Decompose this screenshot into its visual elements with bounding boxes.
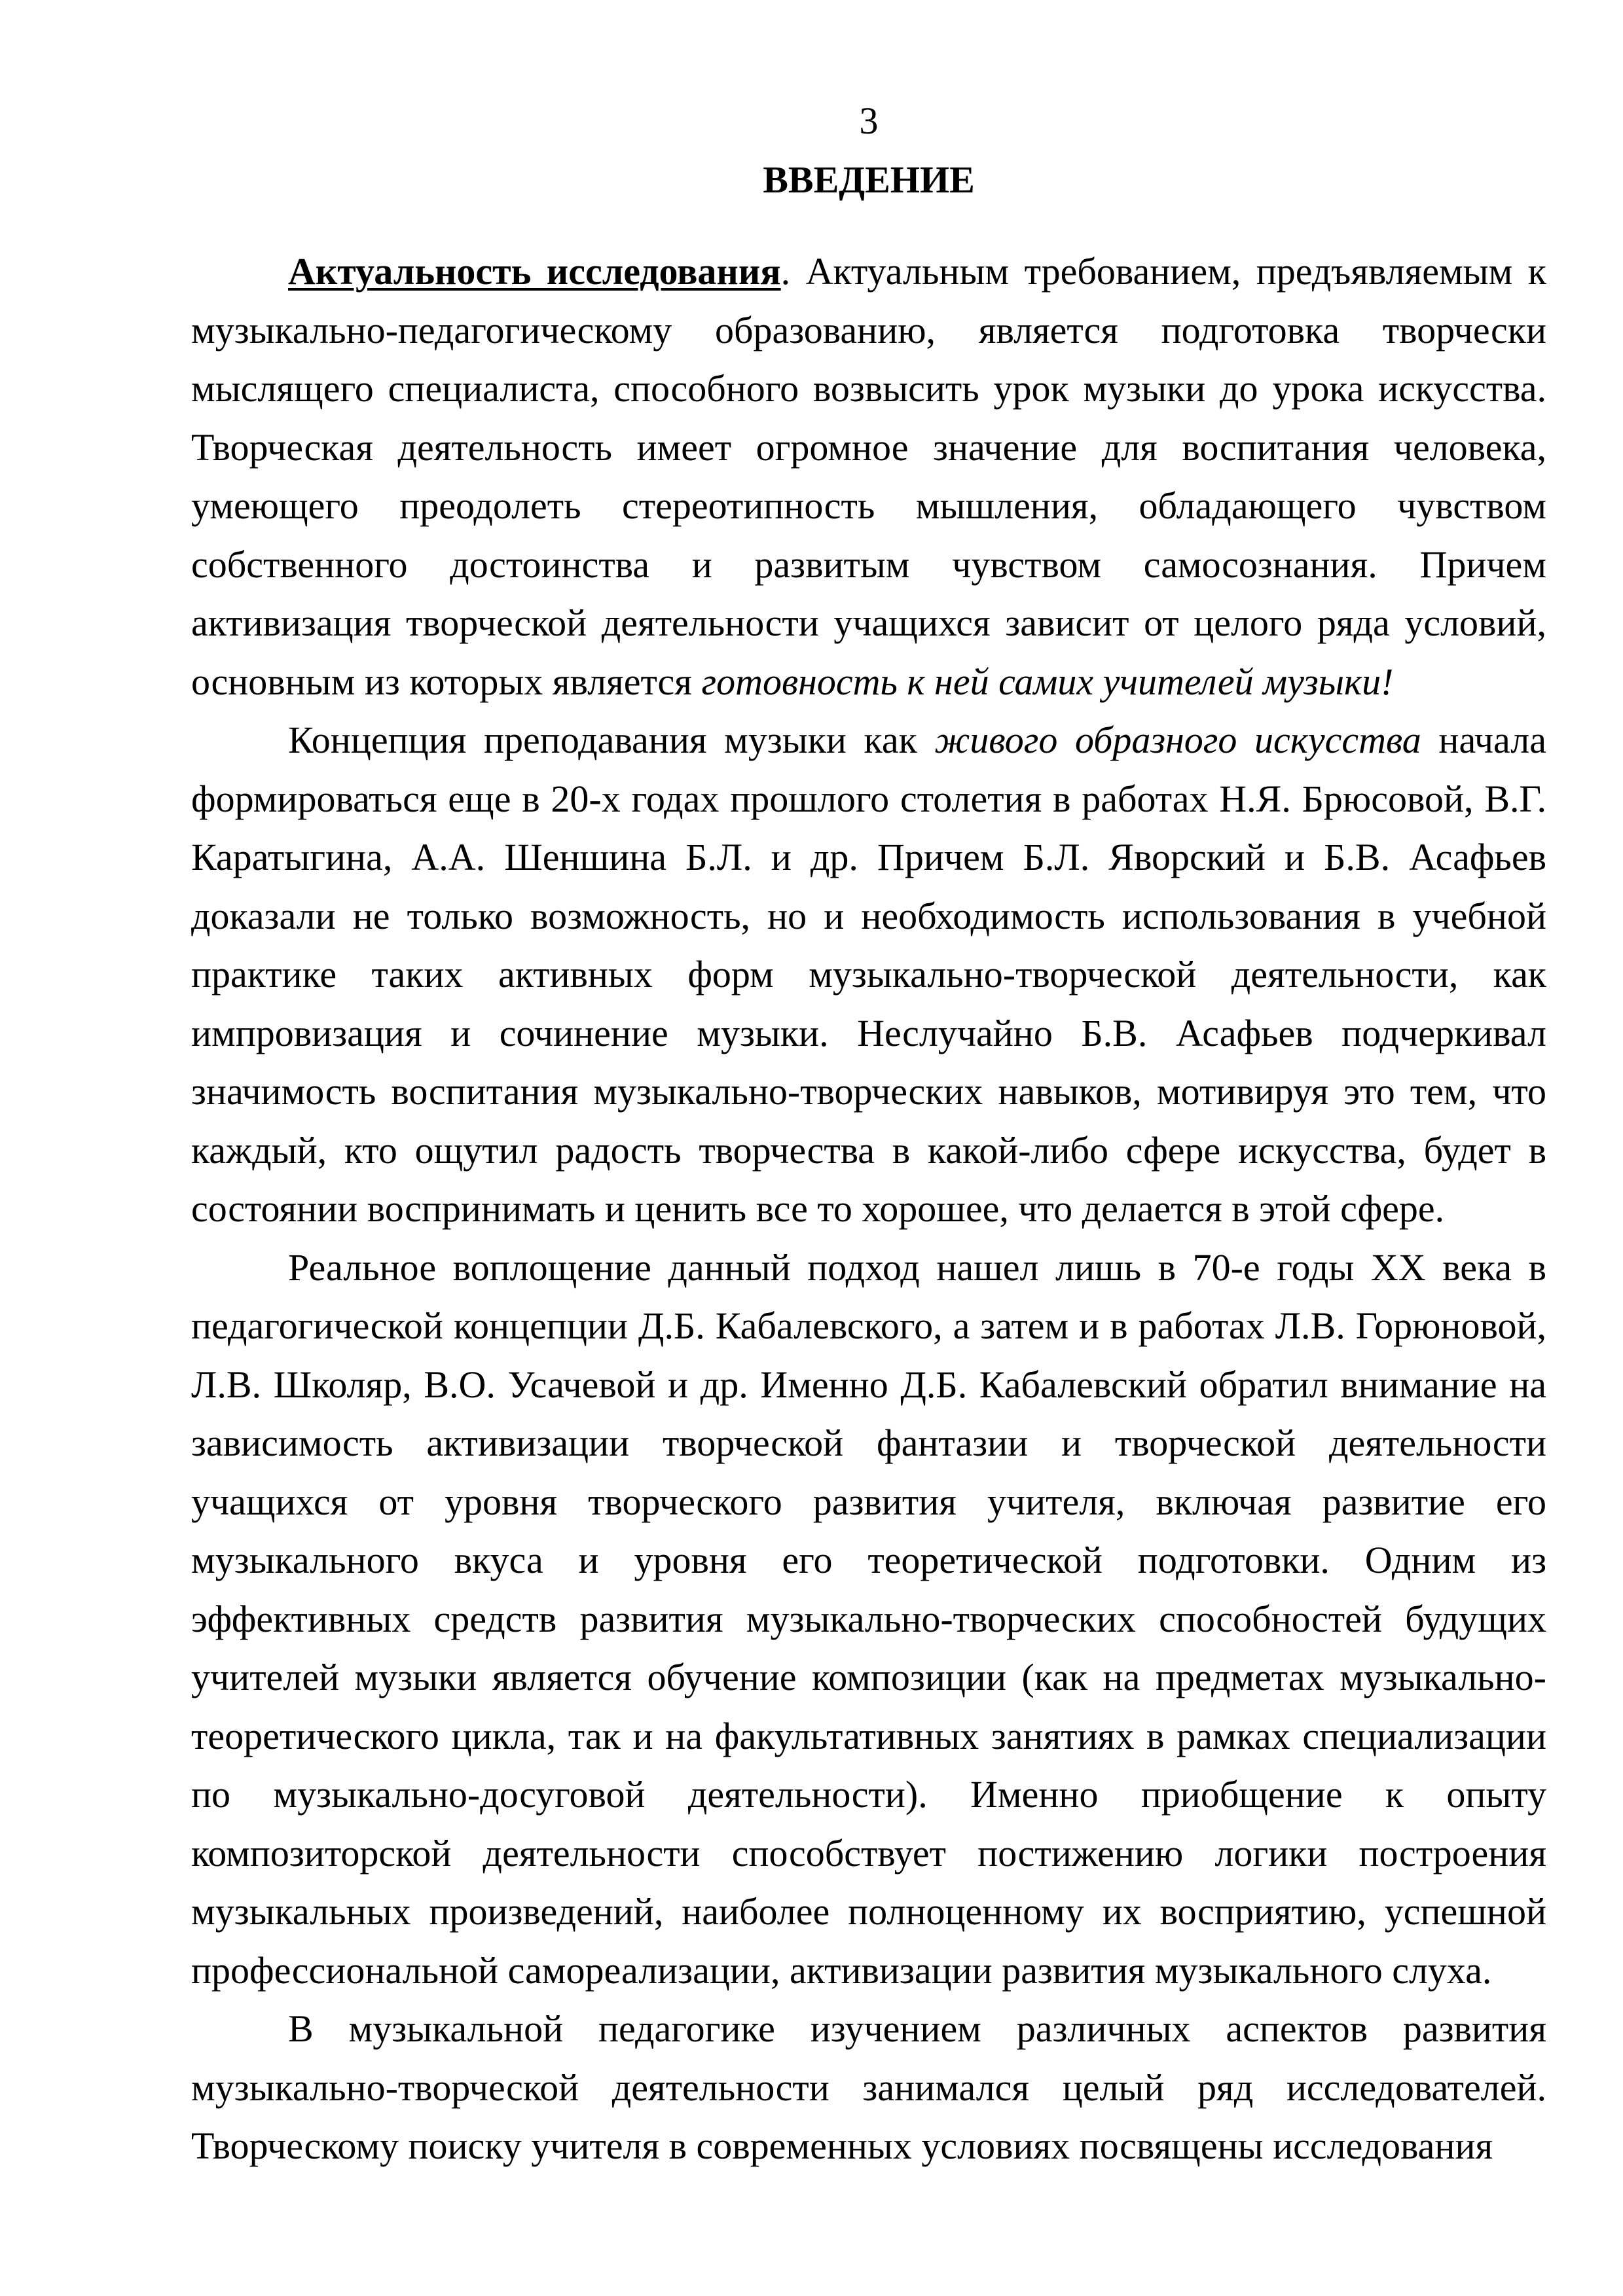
- relevance-text: . Актуальным требованием, предъявляемым к музыкально-педагогическому образованию, является подготовка творчески мыслящего специалиста, способного возвысить урок музыки до урока искусства. Творческая деятельность имеет огромное значение для воспитания человека, умеющего преодолеть стереотипность мышления, обладающего чувством собственного достоинства и развитым чувством самосознания. Причем активизация творческой деятельности учащихся зависит от целого ряда условий, основным из которых является: [191, 250, 1546, 703]
- paragraph-relevance: [191, 242, 1546, 711]
- concept-text-end: начала формироваться еще в 20-х годах прошлого столетия в работах Н.Я. Брюсовой, В.Г. Каратыгина, А.А. Шеншина Б.Л. и др. Причем Б.Л. Яворский и Б.В. Асафьев доказали не только возможность, но и необходимость использования в учебной практике таких активных форм музыкально-творческой деятельности, как импровизация и сочинение музыки. Неслучайно Б.В. Асафьев подчеркивал значимость воспитания музыкально-творческих навыков, мотивируя это тем, что каждый, кто ощутил радость творчества в какой-либо сфере искусства, будет в состоянии воспринимать и ценить все то хорошее, что делается в этой сфере.: [191, 719, 1546, 1230]
- document-page: [191, 98, 1546, 2176]
- section-heading: ВВЕДЕНИЕ: [763, 158, 975, 201]
- page-number: 3: [859, 99, 879, 142]
- relevance-lead: Актуальность исследования: [288, 250, 781, 293]
- paragraph-realization: Реальное воплощение данный подход нашел лишь в 70-е годы XX века в педагогической концепции Д.Б. Кабалевского, а затем и в работах Л.В. Горюновой, Л.В. Школяр, В.О. Усачевой и др. Именно Д.Б. Кабалевский обратил внимание на зависимость активизации творческой фантазии и творческой деятельности учащихся от уровня творческого развития учителя, включая развитие его музыкального вкуса и уровня его теоретической подготовки. Одним из эффективных средств развития музыкально-творческих способностей будущих учителей музыки является обучение композиции (как на предметах музыкально-теоретического цикла, так и на факультативных занятиях в рамках специализации по музыкально-досуговой деятельности). Именно приобщение к опыту композиторской деятельности способствует постижению логики построения музыкальных произведений, наиболее полноценному их восприятию, успешной профессиональной самореализации, активизации развития музыкального слуха.: [191, 1246, 1546, 1992]
- concept-text-start: Концепция преподавания музыки как: [288, 719, 935, 761]
- relevance-emphasis: готовность к ней самих учителей музыки!: [701, 660, 1394, 703]
- paragraph-research: В музыкальной педагогике изучением различных аспектов развития музыкально-творческой деятельности занимался целый ряд исследователей. Творческому поиску учителя в современных условиях посвящены исследования: [191, 2007, 1546, 2167]
- paragraph-concept: [191, 711, 1546, 1238]
- concept-emphasis: живого образного искусства: [934, 719, 1421, 761]
